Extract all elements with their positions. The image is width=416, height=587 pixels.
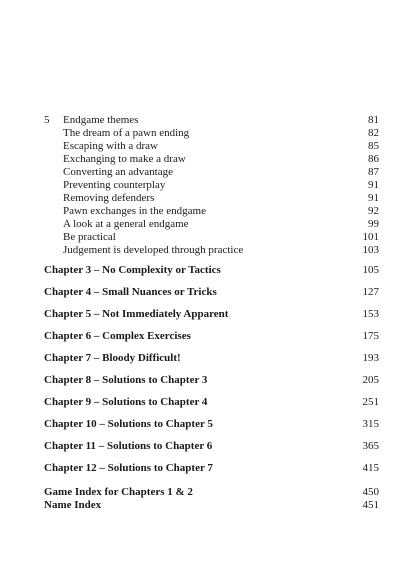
chapter-title: Chapter 9 – Solutions to Chapter 4 — [44, 396, 208, 408]
section-page: 81 — [368, 114, 379, 126]
chapter-row — [0, 462, 416, 475]
toc-subitem — [0, 127, 416, 140]
subitem-label: Pawn exchanges in the endgame — [63, 205, 206, 217]
chapter-row — [0, 330, 416, 343]
chapter-row — [0, 396, 416, 409]
chapter-title: Chapter 7 – Bloody Difficult! — [44, 352, 181, 364]
chapter-title: Chapter 3 – No Complexity or Tactics — [44, 264, 221, 276]
toc-subitem — [0, 231, 416, 244]
chapter-page: 127 — [362, 286, 379, 298]
subitem-page: 91 — [368, 192, 379, 204]
index-page: 450 — [362, 486, 379, 498]
toc-subitem — [0, 192, 416, 205]
chapter-page: 251 — [362, 396, 379, 408]
toc-subitem — [0, 140, 416, 153]
chapter-title: Chapter 6 – Complex Exercises — [44, 330, 191, 342]
chapter-page: 105 — [362, 264, 379, 276]
subitem-label: Be practical — [63, 231, 116, 243]
chapter-title: Chapter 12 – Solutions to Chapter 7 — [44, 462, 213, 474]
toc-subitem — [0, 166, 416, 179]
chapter-row — [0, 352, 416, 365]
chapter-row — [0, 264, 416, 277]
chapter-title: Chapter 8 – Solutions to Chapter 3 — [44, 374, 208, 386]
chapter-row — [0, 308, 416, 321]
subitem-label: Judgement is developed through practice — [63, 244, 244, 256]
chapter-page: 315 — [362, 418, 379, 430]
toc-subitem — [0, 244, 416, 257]
index-row — [0, 486, 416, 499]
subitem-page: 86 — [368, 153, 379, 165]
subitem-page: 82 — [368, 127, 379, 139]
subitem-page: 91 — [368, 179, 379, 191]
chapter-page: 175 — [362, 330, 379, 342]
chapter-page: 205 — [362, 374, 379, 386]
index-title: Game Index for Chapters 1 & 2 — [44, 486, 193, 498]
section-number: 5 — [44, 114, 50, 126]
chapter-page: 193 — [362, 352, 379, 364]
subitem-label: The dream of a pawn ending — [63, 127, 190, 139]
chapter-title: Chapter 11 – Solutions to Chapter 6 — [44, 440, 213, 452]
toc-subitem — [0, 179, 416, 192]
subitem-label: Preventing counterplay — [63, 179, 166, 191]
chapter-title: Chapter 5 – Not Immediately Apparent — [44, 308, 229, 320]
chapter-row — [0, 286, 416, 299]
subitem-label: Escaping with a draw — [63, 140, 158, 152]
section-title: Endgame themes — [63, 114, 139, 126]
toc-subitem — [0, 205, 416, 218]
chapter-page: 153 — [362, 308, 379, 320]
subitem-label: Converting an advantage — [63, 166, 173, 178]
subitem-page: 101 — [362, 231, 379, 243]
chapter-title: Chapter 10 – Solutions to Chapter 5 — [44, 418, 213, 430]
subitem-page: 85 — [368, 140, 379, 152]
chapter-title: Chapter 4 – Small Nuances or Tricks — [44, 286, 217, 298]
toc-subitem — [0, 153, 416, 166]
chapter-row — [0, 374, 416, 387]
index-page: 451 — [362, 499, 379, 511]
subitem-page: 99 — [368, 218, 379, 230]
chapter-page: 365 — [362, 440, 379, 452]
chapter-row — [0, 440, 416, 453]
subitem-label: Exchanging to make a draw — [63, 153, 186, 165]
chapter-page: 415 — [362, 462, 379, 474]
subitem-page: 103 — [362, 244, 379, 256]
toc-subitem — [0, 218, 416, 231]
subitem-page: 87 — [368, 166, 379, 178]
chapter-row — [0, 418, 416, 431]
subitem-label: A look at a general endgame — [63, 218, 189, 230]
subitem-page: 92 — [368, 205, 379, 217]
index-row — [0, 499, 416, 512]
subitem-label: Removing defenders — [63, 192, 155, 204]
index-title: Name Index — [44, 499, 102, 511]
section-row — [0, 114, 416, 127]
